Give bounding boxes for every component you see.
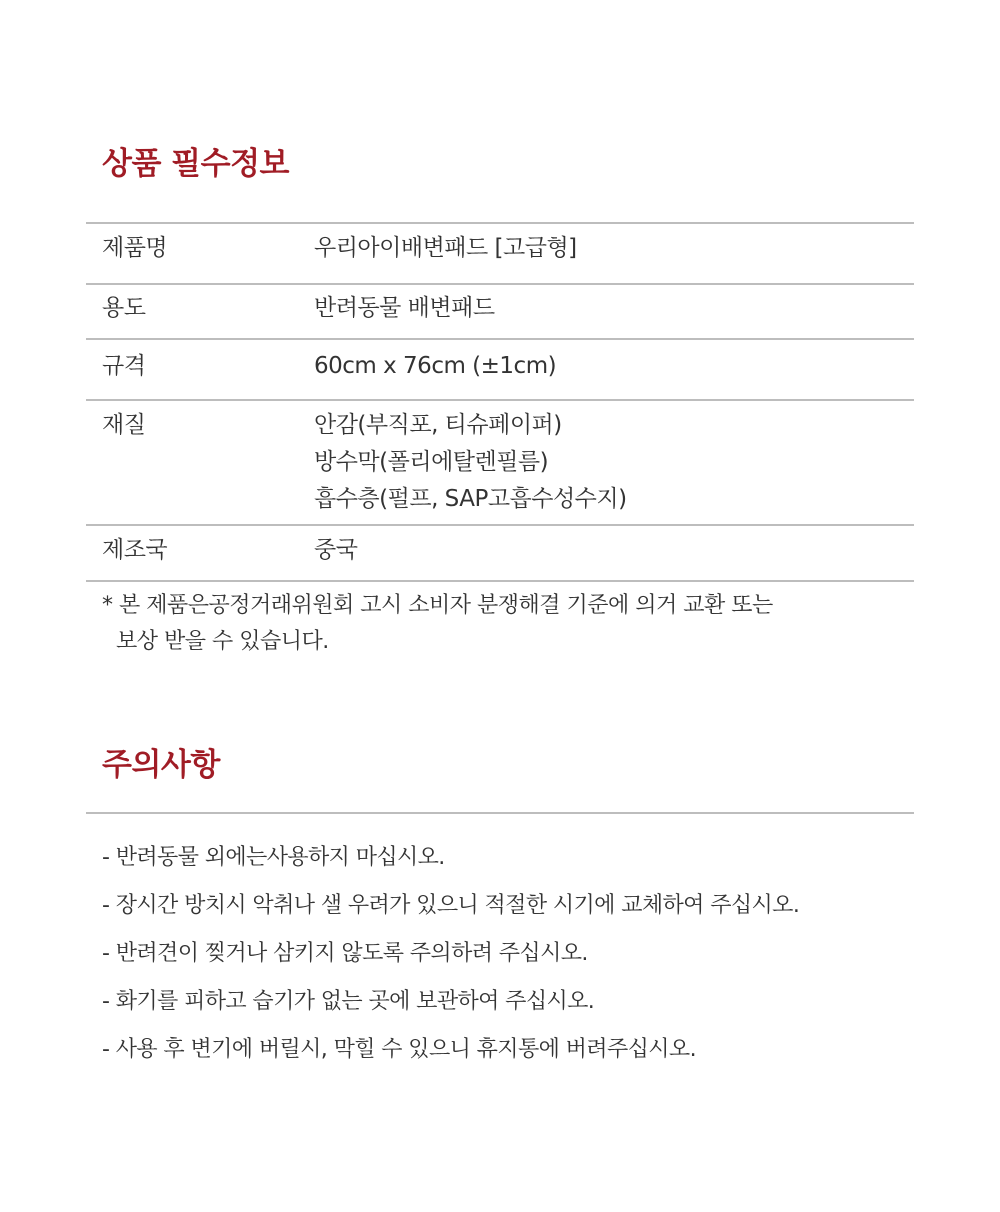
value-line: 흡수층(펄프, SAP고흡수성수지) — [314, 486, 627, 512]
value-line: 60cm x 76cm (±1cm) — [314, 353, 557, 379]
table-row — [86, 223, 914, 284]
caution-title: 주의사항 — [102, 747, 220, 783]
row-value — [314, 339, 914, 400]
list-item: - 장시간 방치시 악취나 샐 우려가 있으니 적절한 시기에 교체하여 주십시오. — [102, 893, 800, 918]
row-label: 제조국 — [86, 525, 314, 581]
list-item: - 반려동물 외에는사용하지 마십시오. — [102, 845, 445, 870]
list-item: - 화기를 피하고 습기가 없는 곳에 보관하여 주십시오. — [102, 989, 595, 1014]
value-line: 중국 — [314, 537, 358, 563]
value-line: 반려동물 배변패드 — [314, 295, 495, 321]
exchange-notice — [102, 588, 882, 660]
row-value — [314, 525, 914, 581]
value-line: 안감(부직포, 티슈페이퍼) — [314, 412, 562, 438]
product-info-title: 상품 필수정보 — [102, 146, 289, 182]
row-label: 재질 — [86, 400, 314, 525]
row-value — [314, 400, 914, 525]
product-info-table — [86, 222, 914, 582]
table-row — [86, 339, 914, 400]
table-row — [86, 400, 914, 525]
section-divider — [86, 812, 914, 814]
list-item: - 반려견이 찢거나 삼키지 않도록 주의하려 주십시오. — [102, 941, 588, 966]
notice-line: 보상 받을 수 있습니다. — [116, 629, 329, 654]
table-row — [86, 284, 914, 339]
row-value — [314, 223, 914, 284]
row-label: 제품명 — [86, 223, 314, 284]
value-line: 방수막(폴리에탈렌필름) — [314, 449, 549, 475]
row-label: 용도 — [86, 284, 314, 339]
table-row — [86, 525, 914, 581]
list-item: - 사용 후 변기에 버릴시, 막힐 수 있으니 휴지통에 버려주십시오. — [102, 1037, 696, 1062]
caution-list — [102, 838, 799, 1078]
notice-line: * 본 제품은공정거래위원회 고시 소비자 분쟁해결 기준에 의거 교환 또는 — [102, 593, 773, 618]
value-line: 우리아이배변패드 [고급형] — [314, 235, 577, 261]
row-value — [314, 284, 914, 339]
row-label: 규격 — [86, 339, 314, 400]
